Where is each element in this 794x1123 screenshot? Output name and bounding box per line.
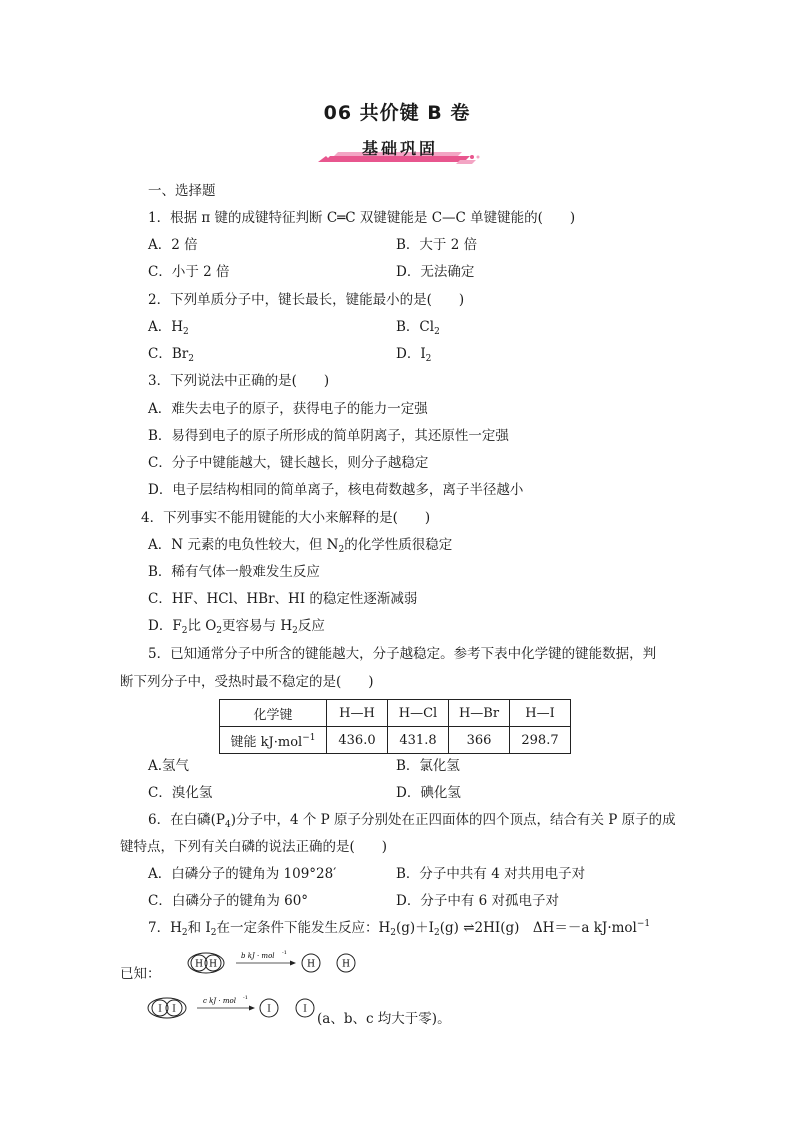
question-3-stem: 3．下列说法中正确的是( ): [148, 373, 330, 389]
table-header-cell: H—I: [510, 700, 571, 727]
q3-option-a: A．难失去电子的原子，获得电子的能力一定强: [148, 401, 428, 417]
q4-option-d: D．$F_2$比 $O_2$更容易与 $H_2$反应: [148, 618, 325, 636]
question-4-stem: 4．下列事实不能用键能的大小来解释的是( ): [141, 510, 431, 526]
table-row: [220, 700, 571, 727]
q1-option-d: D．无法确定: [396, 264, 475, 280]
q4-option-a: A．N 元素的电负性较大，但 $N_2$的化学性质很稳定: [148, 537, 453, 555]
question-2-stem: 2．下列单质分子中，键长最长，键能最小的是( ): [148, 292, 465, 308]
q5-option-d: D．碘化氢: [396, 785, 461, 801]
table-header-cell: H—Cl: [388, 700, 449, 727]
i2-dissociation-diagram: [145, 993, 325, 1023]
q3-option-c: C．分子中键能越大，键长越长，则分子越稳定: [148, 455, 429, 471]
table-row: [220, 727, 571, 754]
question-1-stem: 1．根据 π 键的成键特征判断 C═C 双键键能是 C—C 单键键能的( ): [148, 210, 576, 226]
table-cell: 436.0: [327, 727, 388, 754]
q4-option-b: B．稀有气体一般难发生反应: [148, 564, 320, 580]
q1-option-b: B．大于 2 倍: [396, 237, 478, 253]
table-header-cell: H—Br: [449, 700, 510, 727]
table-cell: 431.8: [388, 727, 449, 754]
q6-option-d: D．分子中有 6 对孤电子对: [396, 893, 559, 909]
section-heading: 一、选择题: [148, 183, 216, 199]
q1-option-c: C．小于 2 倍: [148, 264, 230, 280]
i-atom-label: I: [267, 1004, 271, 1015]
q2-option-d: D．$I_2$: [396, 346, 432, 364]
q7-constants-note: (a、b、c 均大于零)。: [317, 1011, 451, 1027]
q4-option-c: C．HF、HCl、HBr、HI 的稳定性逐渐减弱: [148, 591, 418, 607]
arrow-head: [249, 1006, 255, 1011]
q3-option-b: B．易得到电子的原子所形成的简单阴离子，其还原性一定强: [148, 428, 509, 444]
arrow-head: [290, 961, 296, 966]
q2-option-c: C．$Br_2$: [148, 346, 194, 364]
i-atom-label: I: [172, 1004, 176, 1015]
h-atom-label: H: [195, 959, 203, 970]
q5-option-b: B．氯化氢: [396, 758, 460, 774]
question-6-stem-line1: 6．在白磷$(P_4)$分子中，4 个 P 原子分别处在正四面体的四个顶点，结合有关 P 原子的成: [148, 812, 676, 830]
table-cell: 366: [449, 727, 510, 754]
q2-option-a: A．$H_2$: [148, 319, 189, 337]
arrow-label-b: b kJ · mol: [241, 952, 275, 960]
table-row-label: 键能 kJ·mol$^{-1}$: [220, 727, 327, 754]
question-6-stem-line2: 键特点，下列有关白磷的说法正确的是( ): [120, 839, 388, 855]
table-header-cell: H—H: [327, 700, 388, 727]
h-atom-label: H: [307, 959, 315, 970]
q5-option-a: A.氢气: [148, 758, 190, 774]
arrow-label-sup: -1: [243, 995, 248, 1001]
known-label: 已知：: [120, 966, 161, 982]
q6-option-c: C．白磷分子的键角为 60°: [148, 893, 309, 909]
bond-energy-table: [219, 699, 571, 754]
q3-option-d: D．电子层结构相同的简单离子，核电荷数越多，离子半径越小: [148, 482, 524, 498]
table-header-cell: 化学键: [220, 700, 327, 727]
arrow-label-sup: -1: [282, 950, 287, 956]
banner-label: 基础巩固: [361, 139, 438, 158]
h-atom-label: H: [342, 959, 350, 970]
q2-option-b: B．$Cl_2$: [396, 319, 440, 337]
question-7-stem: 7．$H_2$和 $I_2$在一定条件下能发生反应：$H_2(g)+I_2(g)$ ⇌2HI(g) ΔH＝－a kJ·mol$^{-1}$: [148, 919, 651, 938]
h-atom-label: H: [209, 959, 217, 970]
page-title: 06 共价键 B 卷: [323, 102, 471, 124]
arrow-label-c: c kJ · mol: [203, 997, 236, 1005]
q6-option-b: B．分子中共有 4 对共用电子对: [396, 866, 586, 882]
question-5-stem-line2: 断下列分子中，受热时最不稳定的是( ): [120, 674, 374, 690]
i-atom-label: I: [158, 1004, 162, 1015]
h2-dissociation-diagram: [186, 948, 366, 978]
question-5-stem-line1: 5．已知通常分子中所含的键能越大，分子越稳定。参考下表中化学键的键能数据，判: [148, 646, 657, 662]
q1-option-a: A．2 倍: [148, 237, 198, 253]
q6-option-a: A．白磷分子的键角为 109°28′: [148, 866, 337, 882]
q5-option-c: C．溴化氢: [148, 785, 213, 801]
table-cell: 298.7: [510, 727, 571, 754]
i-atom-label: I: [303, 1004, 307, 1015]
